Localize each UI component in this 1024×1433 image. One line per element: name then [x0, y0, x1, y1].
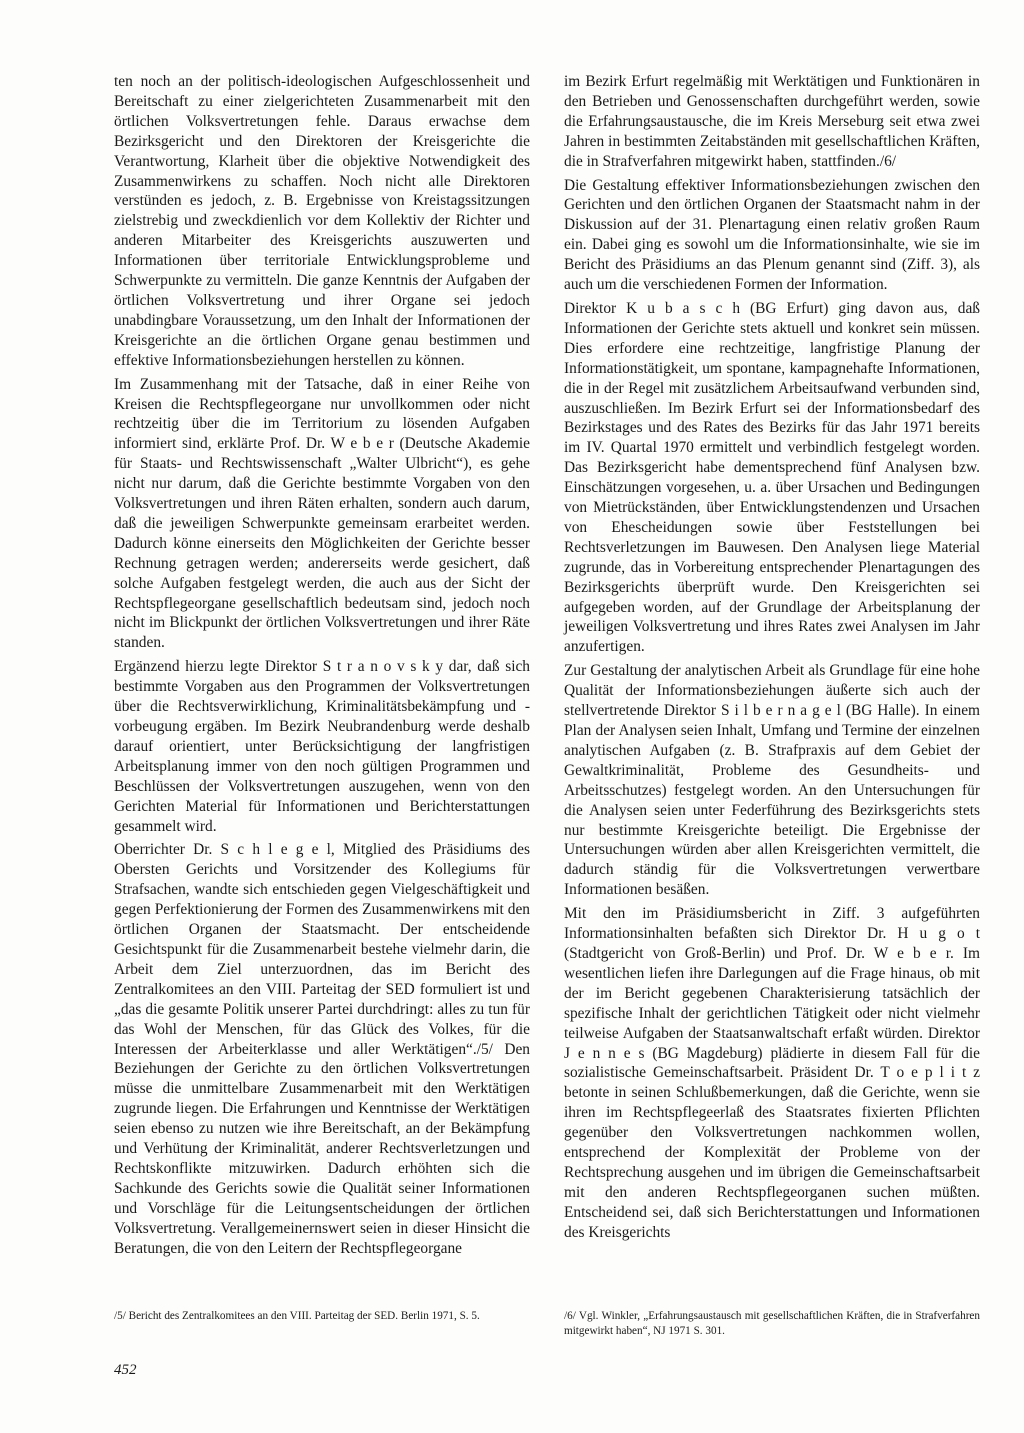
footnote-6: /6/ Vgl. Winkler, „Erfahrungsaustausch mit gesellschaftlichen Kräften, die in Strafverfahren mitgewirkt haben“, NJ 1971 S. 301.: [564, 1310, 980, 1337]
right-text-column: [564, 72, 980, 1247]
paragraph: ten noch an der politisch-ideologischen Aufgeschlossenheit und Bereitschaft zu einer zielgerichteten Zusammenarbeit mit den örtlichen Volksvertretungen fehle. Daraus erwachse dem Bezirksgericht und den Direktoren der Kreisgerichte die Verantwortung, Klarheit über die objektive Notwendigkeit des Zusammenwirkens zu schaffen. Noch nicht alle Direktoren verstünden es jedoch, z. B. Ergebnisse von Kreistagssitzungen zielstrebig und zweckdienlich vor dem Kollektiv der Richter und anderen Mitarbeiter des Kreisgerichts auszuwerten und Informationen über territoriale Entwicklungsprobleme und Schwerpunkte zu vermitteln. Die ganze Kenntnis der Aufgaben der örtlichen Volksvertretung und ihrer Organe sei jedoch unabdingbare Voraussetzung, um den Inhalt der Informationen der Kreisgerichte an die örtlichen Organe genau bestimmen und effektive Informationsbeziehungen herstellen zu können.: [114, 73, 530, 369]
footnote-5: /5/ Bericht des Zentralkomitees an den VIII. Parteitag der SED. Berlin 1971, S. 5.: [114, 1310, 480, 1322]
left-text-column: [114, 72, 530, 1262]
paragraph: im Bezirk Erfurt regelmäßig mit Werktätigen und Funktionären in den Betrieben und Genossenschaften durchgeführt werden, sowie die Erfahrungsaustausche, die im Kreis Merseburg seit etwa zwei Jahren in bestimmten Zeitabständen mit gesellschaftlichen Kräften, die in Strafverfahren mitgewirkt haben, stattfinden./6/: [564, 73, 980, 170]
paragraph: Mit den im Präsidiumsbericht in Ziff. 3 aufgeführten Informationsinhalten befaßten sich Direktor Dr. H u g o t (Stadtgericht von Groß-Berlin) und Prof. Dr. W e b e r. Im wesentlichen liefen ihre Darlegungen auf die Frage hinaus, ob mit der im Bericht gegebenen Charakterisierung tatsächlich der spezifische Inhalt der gerichtlichen Tätigkeit oder nicht vielmehr teilweise Aufgaben der Staatsanwaltschaft erfaßt würden. Direktor J e n n e s (BG Magdeburg) plädierte in diesem Fall für die sozialistische Gemeinschaftsarbeit. Präsident Dr. T o e p l i t z betonte in seinen Schlußbemerkungen, daß die Gerichte, wenn sie ihren im Rechtspflegeerlaß des Staatsrates fixierten Pflichten gegenüber den Volksvertretungen nachkommen wollen, entsprechend der Komplexität der Probleme von der Rechtsprechung ausgehen und im übrigen die Gemeinschaftsarbeit mit den anderen Rechtspflegeorganen suchen müßten. Entscheidend sei, daß sich Berichterstattungen und Informationen des Kreisgerichts: [564, 905, 980, 1241]
paragraph: Direktor K u b a s c h (BG Erfurt) ging davon aus, daß Informationen der Gerichte stets aktuell und konkret sein müssen. Dies erfordere eine rechtzeitige, langfristige Planung der Informationstätigkeit, um spontane, kampagnehafte Informationen, die in der Regel mit zusätzlichem Arbeitsaufwand verbunden sind, auszuschließen. Im Bezirk Erfurt sei der Informationsbedarf des Bezirkstages und des Rates des Bezirks für das Jahr 1971 bereits im IV. Quartal 1970 ermittelt und verbindlich festgelegt worden. Das Bezirksgericht habe dementsprechend fünf Analysen bzw. Einschätzungen vorgesehen, u. a. über Ursachen und Bedingungen von Mietrückständen, über Entwicklungstendenzen und Ursachen von Ehescheidungen sowie über Feststellungen bei Rechtsverletzungen im Bauwesen. Den Analysen liege Material zugrunde, das in Vorbereitung entsprechender Plenartagungen des Bezirksgerichts überprüft wurde. Den Kreisgerichten sei aufgegeben worden, auf der Grundlage der Arbeitsplanung der jeweiligen Volksvertretung und ihres Rates zwei Analysen im Jahr anzufertigen.: [564, 299, 980, 656]
paragraph: Zur Gestaltung der analytischen Arbeit als Grundlage für eine hohe Qualität der Informationsbeziehungen äußerte sich auch der stellvertretende Direktor S i l b e r n a g e l (BG Halle). In einem Plan der Analysen seien Inhalt, Umfang und Termine der einzelnen analytischen Aufgaben (z. B. Strafpraxis auf dem Gebiet der Gewaltkriminalität, Probleme des Gesundheits- und Arbeitsschutzes) festgelegt worden. An den Untersuchungen für die Analysen seien unter Federführung des Bezirksgerichts stets nur bestimmte Kreisgerichte beteiligt. Die Ergebnisse der Untersuchungen würden aber allen Kreisgerichten vermittelt, die dadurch ständig für die Volksvertretungen verwertbare Informationen besäßen.: [564, 662, 980, 899]
paragraph: Ergänzend hierzu legte Direktor S t r a n o v s k y dar, daß sich bestimmte Vorgaben aus den Programmen der Volksvertretungen über die Rechtsverwirklichung, Kriminalitätsbekämpfung und -vorbeugung ergäben. Im Bezirk Neubrandenburg werde deshalb darauf orientiert, unter Berücksichtigung der langfristigen Arbeitsplanung immer von den noch gültigen Programmen und Beschlüssen der Volksvertretungen auszugehen, wenn von den Gerichten Material für Informationen und Berichterstattungen gesammelt wird.: [114, 658, 530, 835]
paragraph: Im Zusammenhang mit der Tatsache, daß in einer Reihe von Kreisen die Rechtspflegeorgane nur unvollkommen oder nicht rechtzeitig über die im Territorium zu lösenden Aufgaben informiert sind, erklärte Prof. Dr. W e b e r (Deutsche Akademie für Staats- und Rechtswissenschaft „Walter Ulbricht“), es gehe nicht nur darum, daß die Gerichte bestimmte Vorgaben von den Volksvertretungen und ihren Räten erhalten, sondern auch darum, daß die jeweiligen Schwerpunkte gemeinsam erarbeitet werden. Dadurch könne einerseits den Möglichkeiten der Gerichte besser Rechnung getragen werden; andererseits werde gesichert, daß solche Aufgaben festgelegt werden, die auch aus der Sicht der Rechtspflegeorgane gesellschaftlich bedeutsam sind, jedoch noch nicht im Blickpunkt der örtlichen Volksvertretungen und ihrer Räte standen.: [114, 375, 530, 652]
page-number: 452: [114, 1362, 137, 1378]
paragraph: Oberrichter Dr. S c h l e g e l, Mitglied des Präsidiums des Obersten Gerichts und Vorsitzender des Kollegiums für Strafsachen, wandte sich entschieden gegen Vielgeschäftigkeit und gegen Perfektionierung der Formen des Zusammenwirkens mit den örtlichen Organen der Staatsmacht. Der entscheidende Gesichtspunkt für die Zusammenarbeit bestehe vielmehr darin, die Arbeit dem Ziel unterzuordnen, das im Bericht des Zentralkomitees an den VIII. Parteitag der SED formuliert ist und „das die gesamte Politik unserer Partei durchdringt: alles zu tun für das Wohl der Menschen, für das Glück des Volkes, für die Interessen der Arbeiterklasse und aller Werktätigen“./5/ Den Beziehungen der Gerichte zu den örtlichen Volksvertretungen müsse die unmittelbare Zusammenarbeit mit den Werktätigen zugrunde liegen. Die Erfahrungen und Kenntnisse der Werktätigen seien ebenso zu nutzen wie ihre Bereitschaft, an der Bekämpfung und Verhütung der Kriminalität, anderer Rechtsverletzungen und Rechtskonflikte mitzuwirken. Dadurch erhöhten sich die Sachkunde des Gerichts sowie die Qualität seiner Informationen und Vorschläge für die Leitungsentscheidungen der örtlichen Volksvertretung. Verallgemeinernswert seien in dieser Hinsicht die Beratungen, die von den Leitern der Rechtspflegeorgane: [114, 841, 530, 1257]
paragraph: Die Gestaltung effektiver Informationsbeziehungen zwischen den Gerichten und den örtlichen Organen der Staatsmacht nahm in der Diskussion auf der 31. Plenartagung einen relativ großen Raum ein. Dabei ging es sowohl um die Informationsinhalte, wie sie im Bericht des Präsidiums an das Plenum genannt sind (Ziff. 3), als auch um die verschiedenen Formen der Information.: [564, 176, 980, 294]
